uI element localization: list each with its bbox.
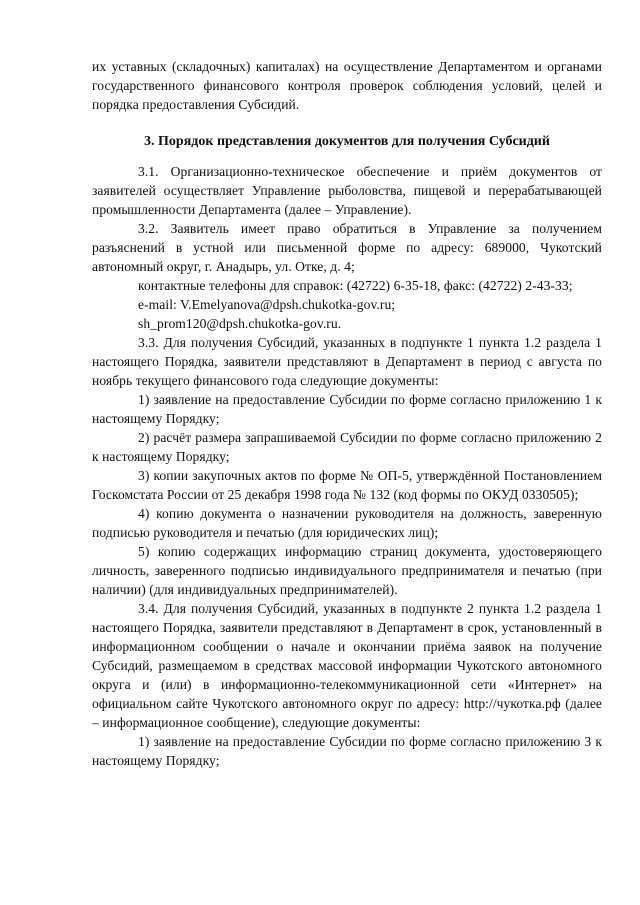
paragraph-3-1: 3.1. Организационно-техническое обеспечение и приём документов от заявителей осуществляет Управление рыболовства, пищевой и перерабатывающей промышленности Департамента (далее – Управление).: [92, 164, 602, 217]
paragraph-3-2: 3.2. Заявитель имеет право обратиться в Управление за получением разъяснений в устной или письменной форме по адресу: 689000, Чукотский автономный округ, г. Анадырь, ул. Отке, д. 4;: [92, 221, 602, 274]
list-item: 1) заявление на предоставление Субсидии по форме согласно приложению 3 к настоящему Порядку;: [92, 734, 602, 768]
paragraph-3-3: 3.3. Для получения Субсидий, указанных в подпункте 1 пункта 1.2 раздела 1 настоящего Порядка, заявители представляют в Департамент в период с августа по ноябрь текущего финансового года следующие документы:: [92, 335, 602, 388]
list-item: 4) копию документа о назначении руководителя на должность, заверенную подписью руководителя и печатью (для юридических лиц);: [92, 506, 602, 540]
contact-email-2: sh_prom120@dpsh.chukotka-gov.ru.: [138, 316, 342, 331]
list-item: 1) заявление на предоставление Субсидии по форме согласно приложению 1 к настоящему Порядку;: [92, 392, 602, 426]
intro-paragraph: их уставных (складочных) капиталах) на осуществление Департаментом и органами государственного финансового контроля проверок соблюдения условий, целей и порядка предоставления Субсидий.: [92, 59, 602, 112]
list-item: 3) копии закупочных актов по форме № ОП-5, утверждённой Постановлением Госкомстата России от 25 декабря 1998 года № 132 (код формы по ОКУД 0330505);: [92, 468, 602, 502]
document-body: [92, 57, 602, 770]
contact-email-1: e-mail: V.Emelyanova@dpsh.chukotka-gov.ru;: [138, 297, 396, 312]
contact-phones: контактные телефоны для справок: (42722) 6-35-18, факс: (42722) 2-43-33;: [138, 278, 573, 293]
paragraph-3-4: 3.4. Для получения Субсидий, указанных в подпункте 2 пункта 1.2 раздела 1 настоящего Порядка, заявители представляют в Департамент в срок, установленный в информационном сообщении о начале и окончании приёма заявок на получение Субсидий, размещаемом в средствах массовой информации Чукотского автономного округа и (или) в информационно-телекоммуникационной сети «Интернет» на официальном сайте Чукотского автономного округ по адресу: http://чукотка.рф (далее – информационное сообщение), следующие документы:: [92, 601, 602, 730]
section-title: 3. Порядок представления документов для получения Субсидий: [144, 134, 550, 149]
list-item: 2) расчёт размера запрашиваемой Субсидии по форме согласно приложению 2 к настоящему Порядку;: [92, 430, 602, 464]
list-item: 5) копию содержащих информацию страниц документа, удостоверяющего личность, заверенного подписью индивидуального предпринимателя и печатью (при наличии) (для индивидуальных предпринимателей).: [92, 544, 602, 597]
